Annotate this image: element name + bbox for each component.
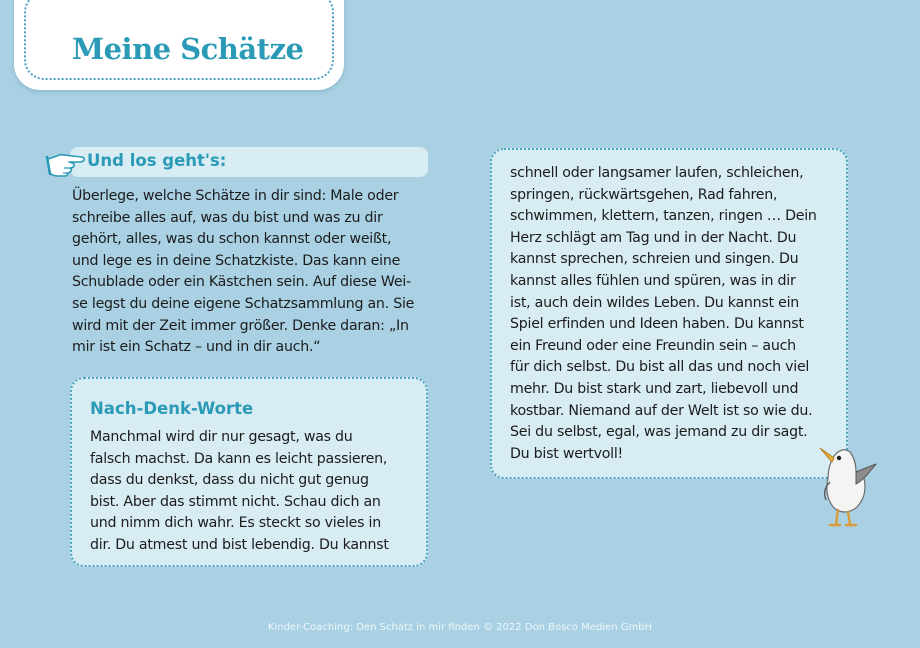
text-line: Manchmal wird dir nur gesagt, was du [90,429,353,445]
box-right-text [510,163,817,465]
page-title: Meine Schätze [72,32,304,66]
nach-denk-worte-box [70,377,428,567]
text-line: Du bist wertvoll! [510,445,623,462]
section-heading-bar [70,147,428,177]
text-line: Überlege, welche Schätze in dir sind: Male oder [72,188,399,204]
box-left-text [90,427,389,557]
continuation-box [490,148,848,479]
text-line: wird mit der Zeit immer größer. Denke daran: „In [72,317,409,334]
text-line: ein Freund oder eine Freundin sein – auch [510,337,796,354]
text-line: Schublade oder ein Kästchen sein. Auf diese Wei- [72,274,411,291]
text-line: mehr. Du bist stark und zart, liebevoll und [510,380,799,397]
text-line: dass du denkst, dass du nicht gut genug [90,472,369,489]
text-line: kannst alles fühlen und spüren, was in dir [510,272,796,289]
text-line: schwimmen, klettern, tanzen, ringen … Dein [510,208,817,225]
footer-copyright: Kinder-Coaching: Den Schatz in mir finden © 2022 Don Bosco Medien GmbH [267,622,653,633]
intro-text [72,186,434,359]
text-line: schreibe alles auf, was du bist und was zu dir [72,209,383,226]
text-line: und lege es in deine Schatzkiste. Das kann eine [72,252,401,269]
text-line: dir. Du atmest und bist lebendig. Du kannst [90,536,389,553]
pointing-hand-icon [44,150,86,178]
text-line: Sei du selbst, egal, was jemand zu dir sagt. [510,424,808,441]
title-card [14,0,344,90]
text-line: ist, auch dein wildes Leben. Du kannst ein [510,294,800,311]
text-line: gehört, alles, was du schon kannst oder weißt, [72,231,392,248]
seagull-illustration [812,438,882,530]
text-line: springen, rückwärtsgehen, Rad fahren, [510,186,778,203]
text-line: Spiel erfinden und Ideen haben. Du kannst [510,316,804,333]
section-heading: Und los geht's: [87,151,227,170]
text-line: se legst du deine eigene Schatzsammlung an. Sie [72,295,415,312]
box-heading: Nach-Denk-Worte [90,399,254,418]
text-line: kostbar. Niemand auf der Welt ist so wie du. [510,402,813,419]
text-line: für dich selbst. Du bist all das und noch viel [510,359,810,376]
text-line: falsch machst. Da kann es leicht passieren, [90,450,388,467]
text-line: Herz schlägt am Tag und in der Nacht. Du [510,229,797,246]
text-line: bist. Aber das stimmt nicht. Schau dich an [90,493,381,510]
text-line: mir ist ein Schatz – und in dir auch.“ [72,339,321,356]
text-line: und nimm dich wahr. Es steckt so vieles in [90,515,381,532]
text-line: kannst sprechen, schreien und singen. Du [510,251,799,268]
text-line: schnell oder langsamer laufen, schleichen, [510,165,804,181]
